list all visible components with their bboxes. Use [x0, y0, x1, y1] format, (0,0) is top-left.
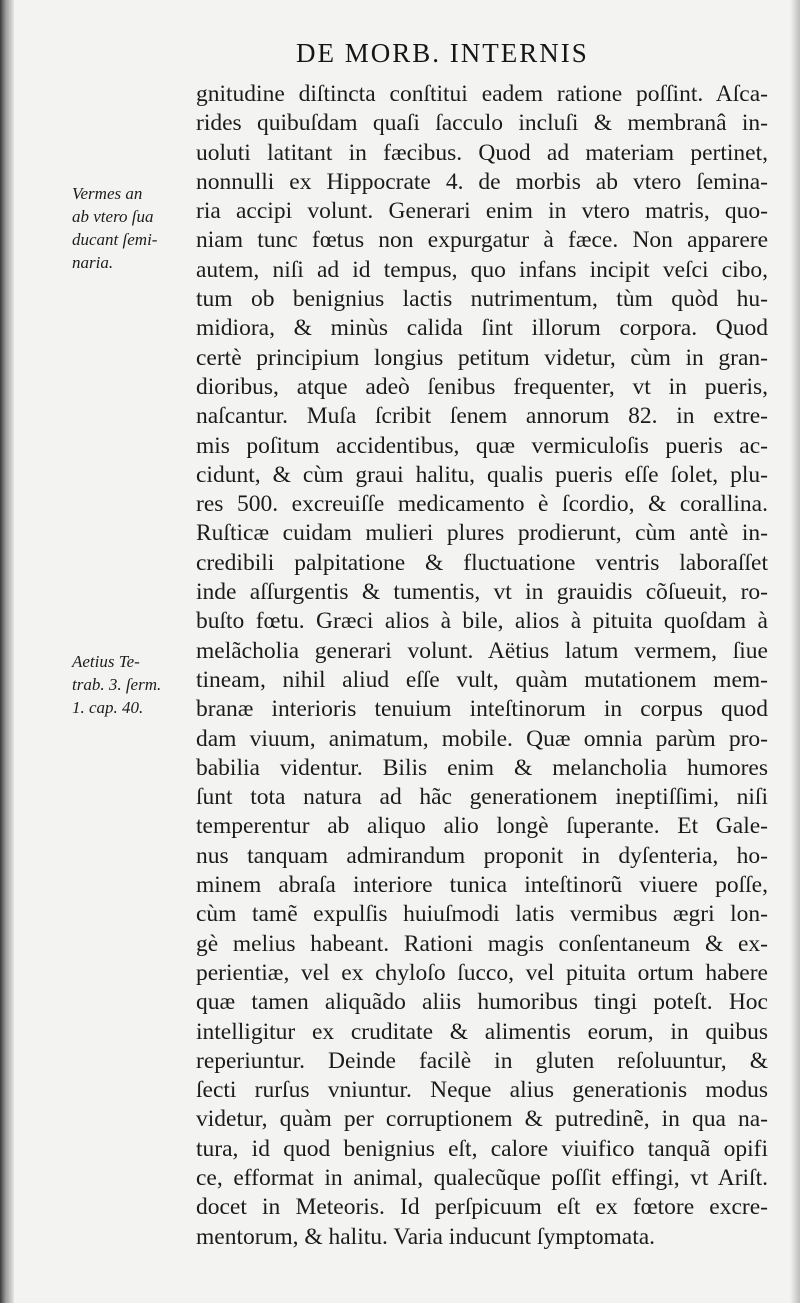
text-line: gnitudine diſtincta conſtitui eadem ratione poſſint. Aſca- — [196, 81, 768, 107]
margin-note-line: Vermes an — [72, 184, 143, 203]
text-line: dioribus, atque adeò ſenibus frequenter, vt in pueris, — [196, 373, 768, 400]
text-line: uoluti latitant in fæcibus. Quod ad materiam pertinet, — [196, 139, 768, 166]
page-edge — [790, 0, 800, 1303]
margin-note-line: naria. — [72, 253, 114, 272]
text-line: gè melius habeant. Rationi magis conſentaneum & ex- — [196, 930, 768, 957]
text-line: tineam, nihil aliud eſſe vult, quàm mutationem mem- — [196, 666, 768, 693]
text-line: midiora, & minùs calida ſint illorum corpora. Quod — [196, 315, 768, 342]
text-line: reperiuntur. Deinde facilè in gluten reſoluuntur, & — [196, 1047, 768, 1074]
spine-shadow — [0, 0, 14, 1303]
text-line: ſunt tota natura ad hãc generationem ineptiſſimi, niſi — [196, 784, 768, 811]
text-line: mentorum, & halitu. Varia inducunt ſymptomata. — [196, 1223, 656, 1250]
running-head: DE MORB. INTERNIS — [296, 38, 589, 68]
text-line: temperentur ab aliquo alio longè ſuperante. Et Gale- — [196, 813, 768, 840]
text-line: tura, id quod benignius eſt, calore viuifico tanquã opifi — [196, 1135, 768, 1162]
text-line: Ruſticæ cuidam mulieri plures prodierunt, cùm antè in- — [196, 520, 768, 547]
text-line: intelligitur ex cruditate & alimentis eorum, in quibus — [196, 1018, 768, 1045]
text-line: videtur, quàm per corruptionem & putredinẽ, in qua na- — [196, 1106, 768, 1133]
text-line: docet in Meteoris. Id perſpicuum eſt ex fœtore excre- — [196, 1194, 768, 1221]
text-line: buſto fœtu. Græci alios à bile, alios à pituita quoſdam à — [196, 608, 768, 635]
text-line: quæ tamen aliquãdo aliis humoribus tingi poteſt. Hoc — [196, 989, 768, 1016]
text-line: niam tunc fœtus non expurgatur à fæce. Non apparere — [196, 227, 768, 254]
text-line: melãcholia generari volunt. Aëtius latum vermem, ſiue — [196, 637, 768, 664]
text-line: cùm tamẽ expulſis huiuſmodi latis vermibus ægri lon- — [196, 901, 768, 928]
margin-note-vermes — [72, 182, 202, 274]
text-line: credibili palpitatione & fluctuatione ventris laboraſſet — [196, 549, 768, 576]
text-line: tum ob benignius lactis nutrimentum, tùm quòd hu- — [196, 286, 768, 313]
text-line: minem abraſa interiore tunica inteſtinorũ viuere poſſe, — [196, 872, 768, 899]
text-line: naſcantur. Muſa ſcribit ſenem annorum 82. in extre- — [196, 403, 768, 430]
text-line: ce, efformat in animal, qualecũque poſſit effingi, vt Ariſt. — [196, 1164, 768, 1191]
text-line: dam viuum, animatum, mobile. Quæ omnia parùm pro- — [196, 725, 768, 752]
text-line: ſecti rurſus vniuntur. Neque alius generationis modus — [196, 1077, 768, 1104]
text-line: inde aſſurgentis & tumentis, vt in grauidis cõſueuit, ro- — [196, 579, 768, 606]
margin-note-line: ab vtero ſua — [72, 207, 154, 226]
text-line: autem, niſi ad id tempus, quo infans incipit veſci cibo, — [196, 256, 768, 283]
text-line: mis poſitum accidentibus, quæ vermiculoſis pueris ac- — [196, 432, 768, 459]
text-line: nonnulli ex Hippocrate 4. de morbis ab vtero ſemina- — [196, 168, 768, 195]
margin-note-aetius — [72, 650, 202, 719]
text-line: perientiæ, vel ex chyloſo ſucco, vel pituita ortum habere — [196, 959, 768, 986]
text-line: res 500. excreuiſſe medicamento è ſcordio, & corallina. — [196, 491, 768, 518]
margin-note-line: 1. cap. 40. — [72, 698, 144, 717]
text-line: nus tanquam admirandum proponit in dyſenteria, ho- — [196, 842, 768, 869]
margin-note-line: ducant ſemi- — [72, 230, 158, 249]
text-line: ria accipi volunt. Generari enim in vtero matris, quo- — [196, 198, 768, 225]
text-line: cidunt, & cùm graui halitu, qualis pueris eſſe ſolet, plu- — [196, 461, 768, 488]
text-line: rides quibuſdam quaſi ſacculo incluſi & membranâ in- — [196, 110, 768, 137]
margin-note-line: Aetius Te- — [72, 652, 140, 671]
margin-note-line: trab. 3. ſerm. — [72, 675, 162, 694]
text-line: babilia videntur. Bilis enim & melancholia humores — [196, 754, 768, 781]
body-text — [196, 80, 768, 1252]
text-line: branæ interioris tenuium inteſtinorum in corpus quod — [196, 696, 768, 723]
text-line: certè principium longius petitum videtur, cùm in gran- — [196, 344, 768, 371]
